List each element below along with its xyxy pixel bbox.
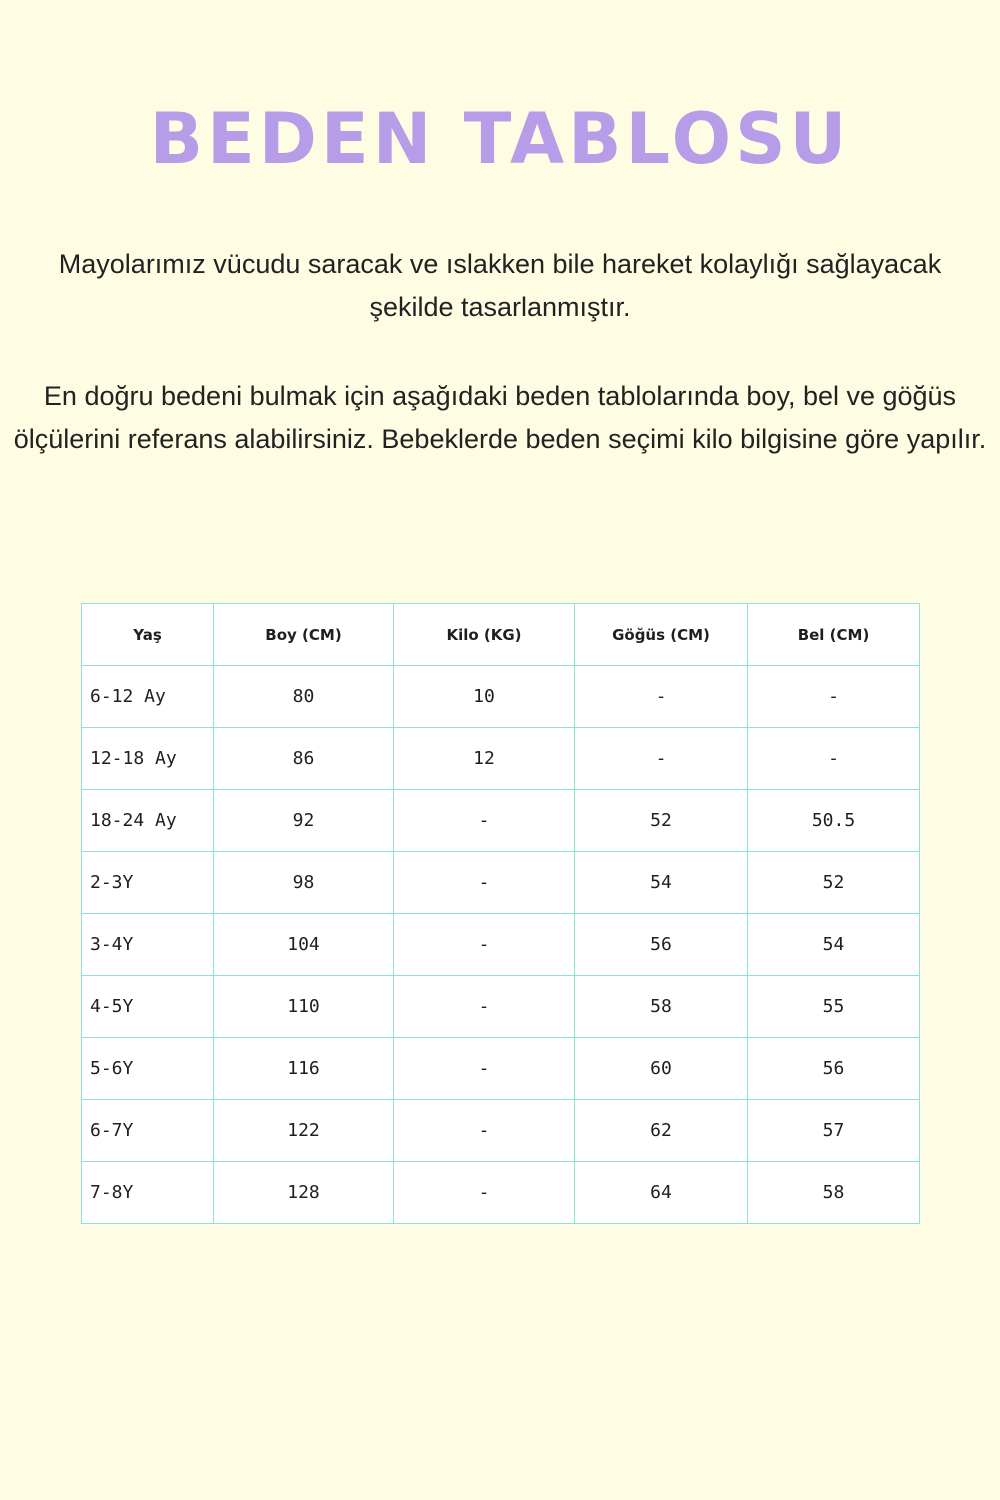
header-weight: Kilo (KG)	[394, 604, 575, 666]
cell-weight: 12	[394, 728, 575, 790]
cell-chest: 54	[575, 852, 748, 914]
cell-waist: 54	[748, 914, 920, 976]
size-table	[81, 603, 920, 1224]
cell-weight: -	[394, 852, 575, 914]
cell-age: 12-18 Ay	[82, 728, 214, 790]
table-row	[82, 1100, 920, 1162]
header-chest: Göğüs (CM)	[575, 604, 748, 666]
cell-chest: -	[575, 666, 748, 728]
cell-height: 92	[214, 790, 394, 852]
cell-weight: -	[394, 790, 575, 852]
cell-height: 98	[214, 852, 394, 914]
header-height: Boy (CM)	[214, 604, 394, 666]
table-row	[82, 976, 920, 1038]
header-waist: Bel (CM)	[748, 604, 920, 666]
cell-age: 18-24 Ay	[82, 790, 214, 852]
table-row	[82, 728, 920, 790]
cell-age: 7-8Y	[82, 1162, 214, 1224]
cell-waist: 52	[748, 852, 920, 914]
cell-age: 6-7Y	[82, 1100, 214, 1162]
cell-chest: 64	[575, 1162, 748, 1224]
table-row	[82, 1038, 920, 1100]
cell-age: 4-5Y	[82, 976, 214, 1038]
cell-height: 116	[214, 1038, 394, 1100]
cell-waist: 56	[748, 1038, 920, 1100]
cell-height: 122	[214, 1100, 394, 1162]
table-row	[82, 666, 920, 728]
cell-chest: 56	[575, 914, 748, 976]
cell-weight: -	[394, 914, 575, 976]
cell-waist: 58	[748, 1162, 920, 1224]
table-row	[82, 852, 920, 914]
cell-weight: -	[394, 1038, 575, 1100]
cell-chest: 52	[575, 790, 748, 852]
cell-weight: -	[394, 1100, 575, 1162]
cell-waist: 50.5	[748, 790, 920, 852]
cell-age: 5-6Y	[82, 1038, 214, 1100]
intro-line-1: Mayolarımız vücudu saracak ve ıslakken bile hareket kolaylığı sağlayacak	[58, 249, 942, 279]
table-row	[82, 790, 920, 852]
cell-chest: 58	[575, 976, 748, 1038]
cell-height: 128	[214, 1162, 394, 1224]
table-row	[82, 1162, 920, 1224]
cell-weight: 10	[394, 666, 575, 728]
intro-line-2: şekilde tasarlanmıştır.	[369, 292, 631, 322]
cell-height: 80	[214, 666, 394, 728]
page-title: BEDEN TABLOSU	[149, 98, 851, 180]
table-row	[82, 914, 920, 976]
cell-chest: 60	[575, 1038, 748, 1100]
cell-height: 86	[214, 728, 394, 790]
intro-paragraph-1	[10, 243, 990, 329]
table-header-row	[82, 604, 920, 666]
intro-line-4: ölçülerini referans alabilirsiniz. Bebeklerde beden seçimi kilo bilgisine göre yapılır.	[13, 424, 987, 454]
cell-height: 110	[214, 976, 394, 1038]
intro-line-3: En doğru bedeni bulmak için aşağıdaki beden tablolarında boy, bel ve göğüs	[43, 381, 957, 411]
intro-paragraph-2	[10, 375, 990, 461]
cell-height: 104	[214, 914, 394, 976]
cell-waist: 57	[748, 1100, 920, 1162]
header-age: Yaş	[82, 604, 214, 666]
cell-chest: -	[575, 728, 748, 790]
cell-waist: 55	[748, 976, 920, 1038]
cell-waist: -	[748, 666, 920, 728]
cell-age: 6-12 Ay	[82, 666, 214, 728]
cell-age: 3-4Y	[82, 914, 214, 976]
cell-weight: -	[394, 976, 575, 1038]
cell-age: 2-3Y	[82, 852, 214, 914]
cell-chest: 62	[575, 1100, 748, 1162]
cell-waist: -	[748, 728, 920, 790]
cell-weight: -	[394, 1162, 575, 1224]
